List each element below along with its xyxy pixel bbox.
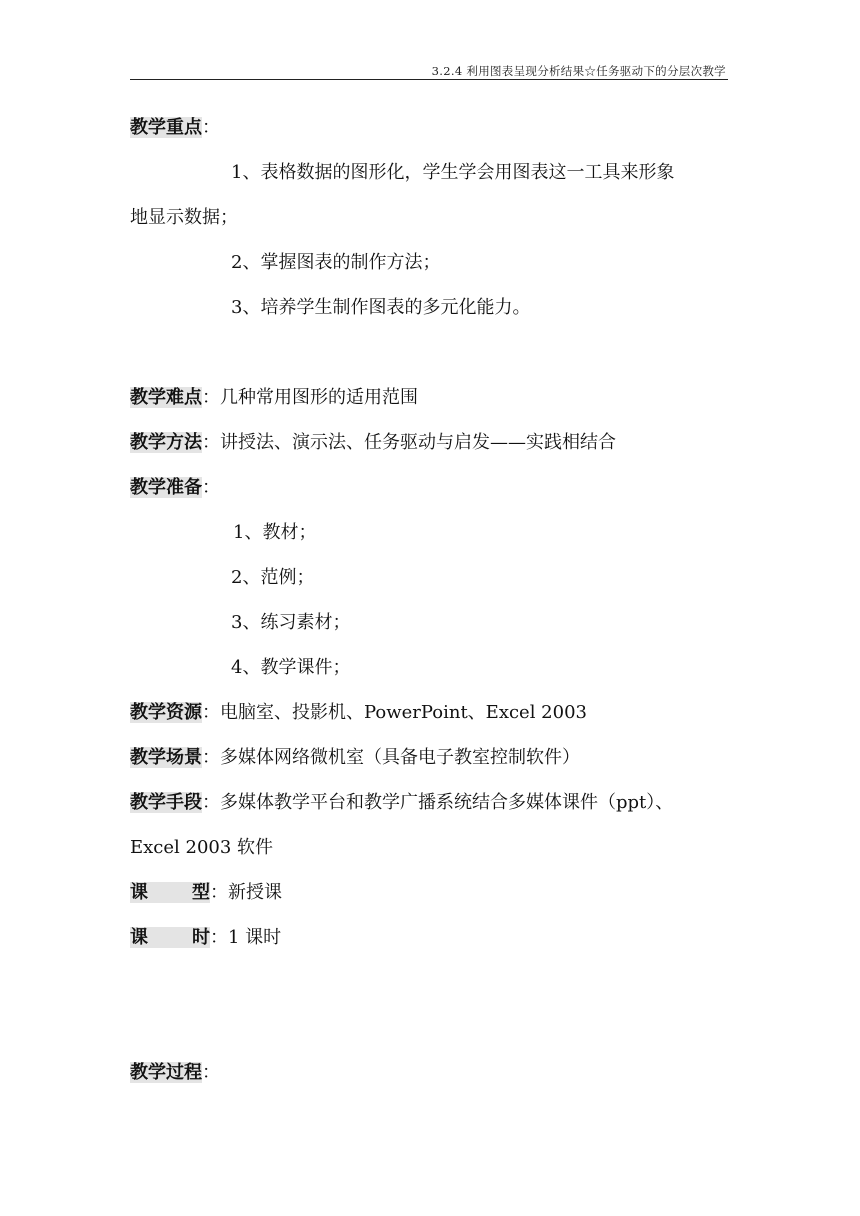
scene-row: [130, 745, 580, 771]
method-label: 教学方法: [130, 432, 202, 453]
scene-value: 多媒体网络微机室（具备电子教室控制软件）: [220, 747, 580, 768]
difficulty-label: 教学难点: [130, 387, 202, 408]
preparation-item: 4、教学课件；: [231, 657, 351, 678]
scene-label: 教学场景: [130, 747, 202, 768]
key-point-item: 1、表格数据的图形化，学生学会用图表这一工具来形象: [231, 162, 675, 183]
lesson-time-row: [130, 925, 281, 951]
difficulty-colon: ：: [202, 387, 220, 408]
difficulty-value: 几种常用图形的适用范围: [220, 387, 418, 408]
key-points-heading: [130, 115, 220, 141]
running-title: 3.2.4 利用图表呈现分析结果☆任务驱动下的分层次教学: [431, 64, 726, 78]
resources-row: [130, 700, 587, 726]
means-value-line2: Excel 2003 软件: [130, 837, 274, 858]
means-row: [130, 790, 673, 816]
means-value-line1: 多媒体教学平台和教学广播系统结合多媒体课件（ppt）、: [220, 792, 674, 813]
lesson-type-colon: ：: [210, 882, 228, 903]
means-label: 教学手段: [130, 792, 202, 813]
resources-value: 电脑室、投影机、PowerPoint、Excel 2003: [220, 702, 587, 723]
process-colon: ：: [202, 1062, 220, 1083]
lesson-time-label: 课 时: [130, 927, 210, 948]
key-point-item: 3、培养学生制作图表的多元化能力。: [231, 297, 531, 318]
difficulty-row: [130, 385, 418, 411]
method-row: [130, 430, 616, 456]
key-points-label: 教学重点: [130, 117, 202, 138]
page-header: [130, 60, 728, 80]
preparation-colon: ：: [202, 477, 220, 498]
process-label: 教学过程: [130, 1062, 202, 1083]
preparation-label: 教学准备: [130, 477, 202, 498]
key-point-item: 2、掌握图表的制作方法；: [231, 252, 441, 273]
lesson-time-value: 1 课时: [228, 927, 282, 948]
preparation-item: 3、练习素材；: [231, 612, 351, 633]
key-points-colon: ：: [202, 117, 220, 138]
key-point-item-continued: 地显示数据；: [130, 207, 238, 228]
lesson-type-row: [130, 880, 282, 906]
method-colon: ：: [202, 432, 220, 453]
scene-colon: ：: [202, 747, 220, 768]
means-colon: ：: [202, 792, 220, 813]
preparation-heading: [130, 475, 220, 501]
preparation-item: 1、教材；: [233, 522, 317, 543]
preparation-item: 2、范例；: [231, 567, 315, 588]
process-heading: [130, 1060, 220, 1086]
lesson-time-colon: ：: [210, 927, 228, 948]
method-value: 讲授法、演示法、任务驱动与启发——实践相结合: [220, 432, 616, 453]
resources-label: 教学资源: [130, 702, 202, 723]
lesson-type-value: 新授课: [228, 882, 282, 903]
lesson-type-label: 课 型: [130, 882, 210, 903]
resources-colon: ：: [202, 702, 220, 723]
